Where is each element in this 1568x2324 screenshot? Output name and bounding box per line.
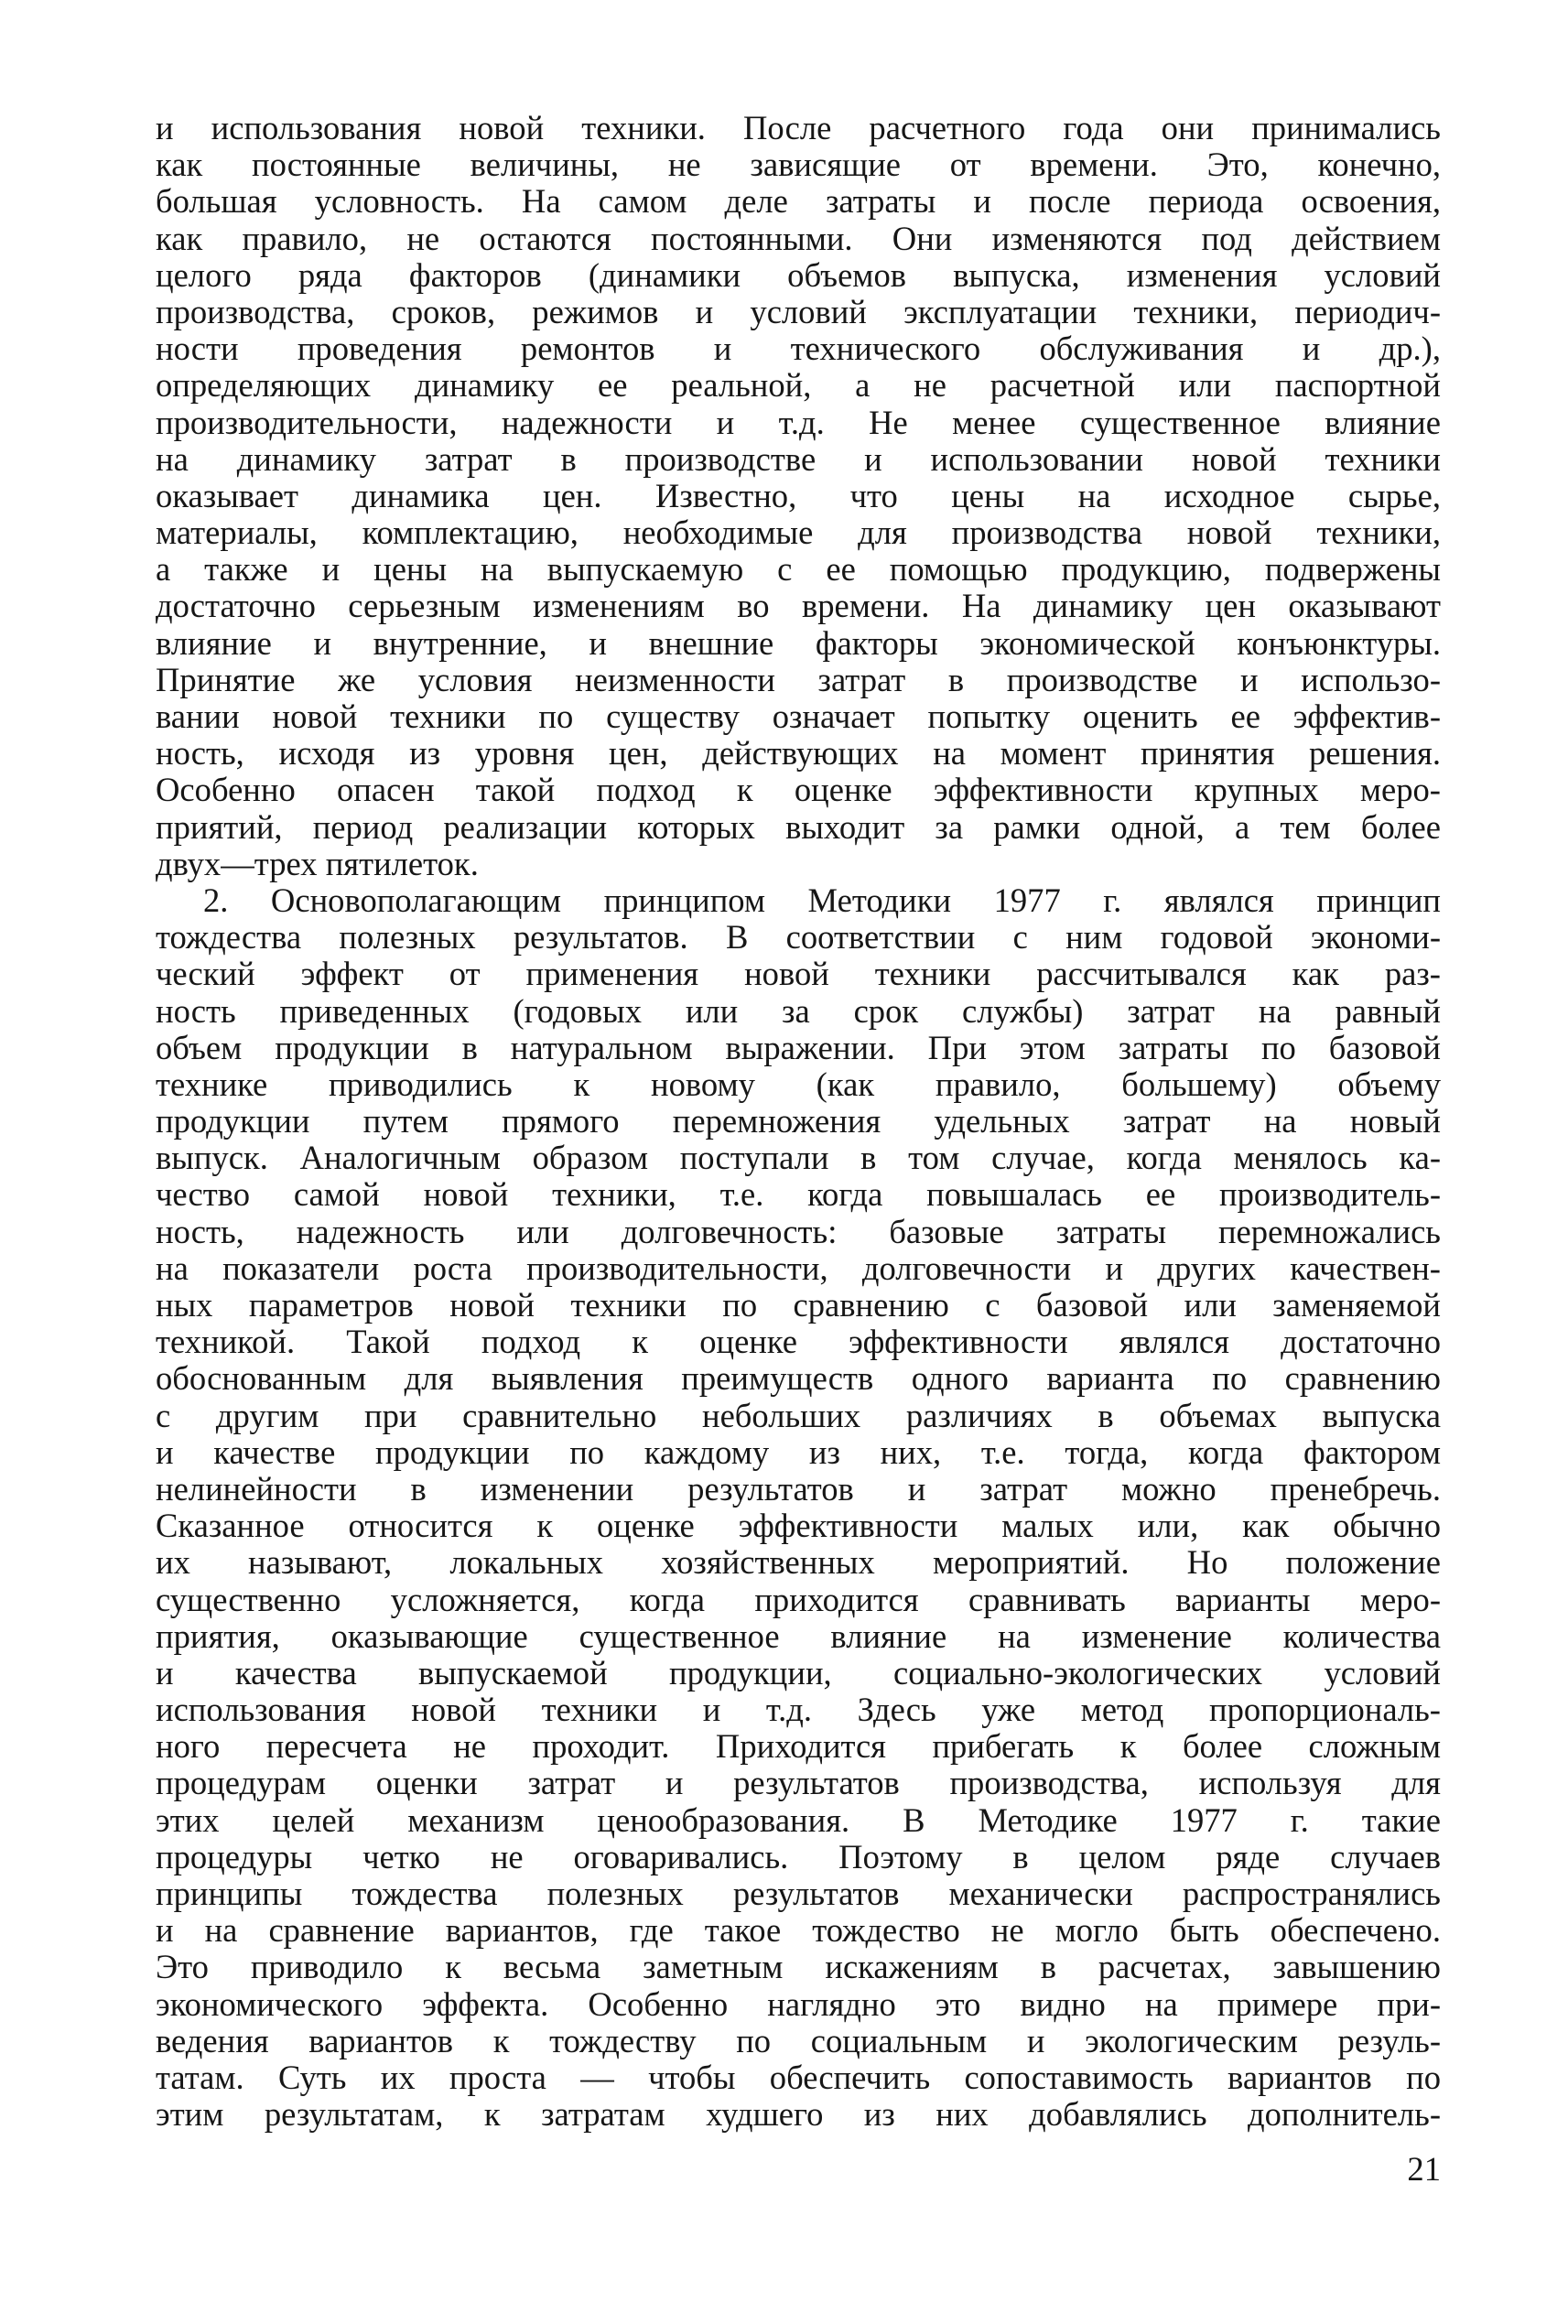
text-line: целого ряда факторов (динамики объемов выпуска, изменения условий <box>156 255 1441 294</box>
text-line: техникой. Такой подход к оценке эффективности являлся достаточно <box>156 1323 1441 1361</box>
text-line: производства, сроков, режимов и условий эксплуатации техники, периодич- <box>156 292 1441 330</box>
text-line: ности проведения ремонтов и технического обслуживания и др.), <box>156 330 1441 368</box>
text-line: как постоянные величины, не зависящие от времени. Это, конечно, <box>156 146 1441 184</box>
paragraph <box>156 882 1441 2133</box>
text-line: продукции путем прямого перемножения удельных затрат на новый <box>156 1102 1441 1140</box>
text-line: экономического эффекта. Особенно наглядно это видно на примере при- <box>156 1984 1441 2023</box>
text-line: большая условность. На самом деле затраты и после периода освоения, <box>156 182 1441 221</box>
text-line: нелинейности в изменении результатов и затрат можно пренебречь. <box>156 1469 1441 1508</box>
text-line: тождества полезных результатов. В соответствии с ним годовой экономи- <box>156 918 1441 957</box>
text-line: принципы тождества полезных результатов механически распространялись <box>156 1875 1441 1912</box>
text-line: Особенно опасен такой подход к оценке эффективности крупных меро- <box>156 771 1441 809</box>
text-line: технике приводились к новому (как правило, большему) объему <box>156 1065 1441 1103</box>
text-line: производительности, надежности и т.д. Не менее существенное влияние <box>156 403 1441 441</box>
text-line: обоснованным для выявления преимуществ одного варианта по сравнению <box>156 1359 1441 1398</box>
text-line: ных параметров новой техники по сравнению с базовой или заменяемой <box>156 1286 1441 1324</box>
text-line: и качестве продукции по каждому из них, т.е. тогда, когда фактором <box>156 1432 1441 1471</box>
page-number: 21 <box>1407 2150 1441 2188</box>
text-line: вании новой техники по существу означает попытку оценить ее эффектив- <box>156 697 1441 735</box>
text-line: определяющих динамику ее реальной, а не расчетной или паспортной <box>156 366 1441 405</box>
text-line: чество самой новой техники, т.е. когда повышалась ее производитель- <box>156 1175 1441 1214</box>
text-line: использования новой техники и т.д. Здесь уже метод пропорциональ- <box>156 1691 1441 1729</box>
text-line: Сказанное относится к оценке эффективности малых или, как обычно <box>156 1507 1441 1545</box>
text-line: а также и цены на выпускаемую с ее помощью продукцию, подвержены <box>156 550 1441 589</box>
text-line: как правило, не остаются постоянными. Они изменяются под действием <box>156 219 1441 257</box>
text-line: оказывает динамика цен. Известно, что цены на исходное сырье, <box>156 476 1441 514</box>
text-line: Это приводило к весьма заметным искажениям в расчетах, завышению <box>156 1948 1441 1986</box>
text-line: объем продукции в натуральном выражении. При этом затраты по базовой <box>156 1028 1441 1066</box>
text-line: достаточно серьезным изменениям во времени. На динамику цен оказывают <box>156 587 1441 625</box>
text-line: Принятие же условия неизменности затрат в производстве и использо- <box>156 660 1441 698</box>
text-line: с другим при сравнительно небольших различиях в объемах выпуска <box>156 1396 1441 1434</box>
text-line: ного пересчета не проходит. Приходится прибегать к более сложным <box>156 1727 1441 1766</box>
text-line: ческий эффект от применения новой техники рассчитывался как раз- <box>156 955 1441 993</box>
text-line: ведения вариантов к тождеству по социальным и экологическим резуль- <box>156 2021 1441 2059</box>
text-line: существенно усложняется, когда приходится сравнивать варианты меро- <box>156 1580 1441 1618</box>
text-line: процедурам оценки затрат и результатов производства, используя для <box>156 1764 1441 1802</box>
text-line: двух—трех пятилеток. <box>156 844 479 882</box>
text-line: этих целей механизм ценообразования. В Методике 1977 г. такие <box>156 1800 1441 1839</box>
text-line: и использования новой техники. После расчетного года они принимались <box>156 109 1441 146</box>
body-text <box>156 110 1441 2133</box>
paragraph <box>156 110 1441 882</box>
text-line: материалы, комплектацию, необходимые для производства новой техники, <box>156 513 1441 552</box>
text-line: влияние и внутренние, и внешние факторы экономической конъюнктуры. <box>156 623 1441 662</box>
text-line: этим результатам, к затратам худшего из них добавлялись дополнитель- <box>156 2095 1441 2134</box>
text-line: на динамику затрат в производстве и использовании новой техники <box>156 439 1441 478</box>
text-line: процедуры четко не оговаривались. Поэтому в целом ряде случаев <box>156 1837 1441 1875</box>
text-line: ность, исходя из уровня цен, действующих на момент принятия решения. <box>156 734 1441 773</box>
text-line: их называют, локальных хозяйственных мероприятий. Но положение <box>156 1543 1441 1582</box>
text-line: 2. Основополагающим принципом Методики 1977 г. являлся принцип <box>203 881 1441 919</box>
text-line: на показатели роста производительности, долговечности и других качествен- <box>156 1248 1441 1287</box>
text-line: приятия, оказывающие существенное влияние на изменение количества <box>156 1616 1441 1655</box>
text-line: татам. Суть их проста — чтобы обеспечить сопоставимость вариантов по <box>156 2058 1441 2096</box>
text-line: ность приведенных (годовых или за срок службы) затрат на равный <box>156 991 1441 1030</box>
text-line: ность, надежность или долговечность: базовые затраты перемножались <box>156 1212 1441 1250</box>
text-line: и качества выпускаемой продукции, социально-экологических условий <box>156 1653 1441 1692</box>
text-line: и на сравнение вариантов, где такое тождество не могло быть обеспечено. <box>156 1911 1441 1950</box>
text-line: выпуск. Аналогичным образом поступали в том случае, когда менялось ка- <box>156 1139 1441 1177</box>
text-line: приятий, период реализации которых выходит за рамки одной, а тем более <box>156 807 1441 846</box>
